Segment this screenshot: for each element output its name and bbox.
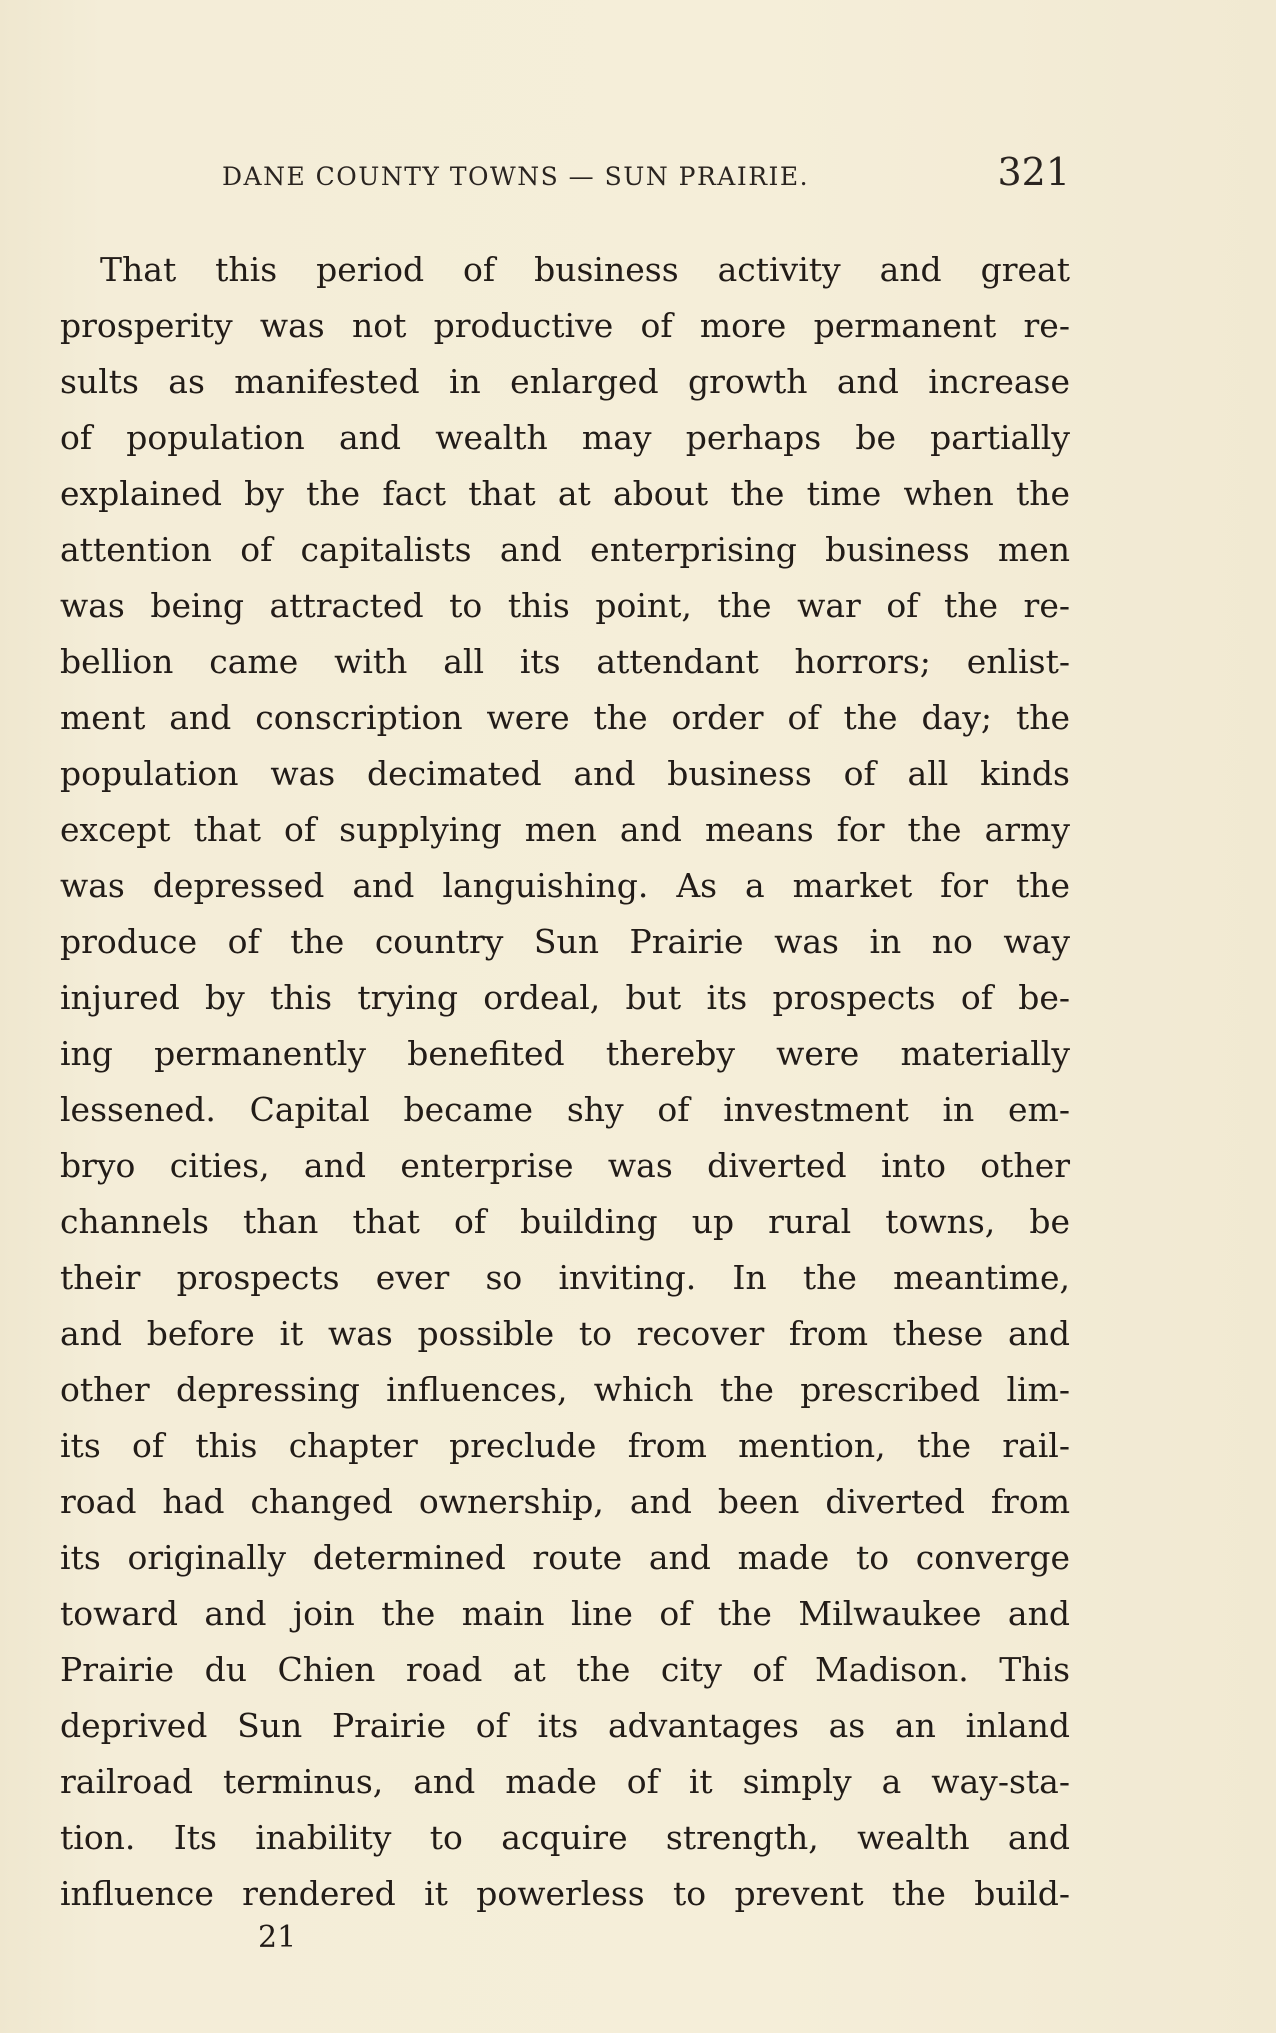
text-line: ment and conscription were the order of the day; the	[60, 698, 1070, 737]
text-line: Prairie du Chien road at the city of Madison. This	[60, 1650, 1070, 1689]
text-line: lessened. Capital became shy of investment in em-	[60, 1090, 1070, 1129]
text-line: bryo cities, and enterprise was diverted into other	[60, 1146, 1070, 1185]
text-line: and before it was possible to recover from these and	[60, 1314, 1070, 1353]
text-line: deprived Sun Prairie of its advantages as an inland	[60, 1706, 1070, 1745]
page-number: 321	[997, 150, 1070, 194]
text-line: attention of capitalists and enterprising business men	[60, 530, 1070, 569]
text-line: bellion came with all its attendant horrors; enlist-	[60, 642, 1070, 681]
text-line: other depressing influences, which the prescribed lim-	[60, 1370, 1070, 1409]
text-line: produce of the country Sun Prairie was in no way	[60, 922, 1070, 961]
text-line: tion. Its inability to acquire strength, wealth and	[60, 1818, 1070, 1857]
text-line: That this period of business activity and great	[100, 250, 1070, 289]
text-line: was depressed and languishing. As a market for the	[60, 866, 1070, 905]
text-line: prosperity was not productive of more permanent re-	[60, 306, 1070, 345]
text-line: injured by this trying ordeal, but its prospects of be-	[60, 978, 1070, 1017]
text-line: of population and wealth may perhaps be partially	[60, 418, 1070, 457]
running-head	[60, 150, 1070, 210]
text-line: sults as manifested in enlarged growth and increase	[60, 362, 1070, 401]
text-line: explained by the fact that at about the time when the	[60, 474, 1070, 513]
text-line: road had changed ownership, and been diverted from	[60, 1482, 1070, 1521]
text-line: their prospects ever so inviting. In the meantime,	[60, 1258, 1070, 1297]
body-paragraph	[60, 242, 1070, 1922]
text-line: except that of supplying men and means for the army	[60, 810, 1070, 849]
text-line: channels than that of building up rural towns, be	[60, 1202, 1070, 1241]
text-line: was being attracted to this point, the war of the re-	[60, 586, 1070, 625]
text-line: its of this chapter preclude from mention, the rail-	[60, 1426, 1070, 1465]
signature-mark: 21	[258, 1920, 297, 1955]
running-title: DANE COUNTY TOWNS — SUN PRAIRIE.	[222, 162, 810, 191]
text-line: its originally determined route and made to converge	[60, 1538, 1070, 1577]
text-line: ing permanently benefited thereby were materially	[60, 1034, 1070, 1073]
text-line: toward and join the main line of the Milwaukee and	[60, 1594, 1070, 1633]
text-line: population was decimated and business of all kinds	[60, 754, 1070, 793]
text-line: railroad terminus, and made of it simply a way-sta-	[60, 1762, 1070, 1801]
text-line: influence rendered it powerless to prevent the build-	[60, 1874, 1070, 1913]
